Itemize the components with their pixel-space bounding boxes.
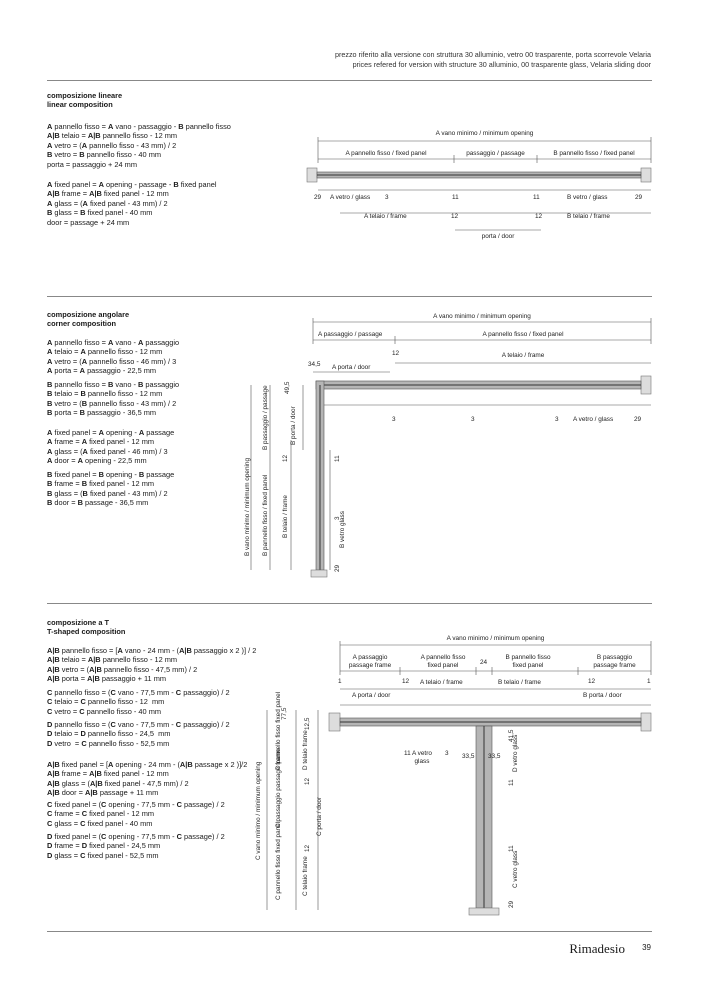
dim-value: 1 xyxy=(647,678,651,685)
formula-line: B frame = B fixed panel - 12 mm xyxy=(47,479,155,489)
dim-b-frame: B telaio / frame xyxy=(567,213,610,220)
dim-value: 11 xyxy=(533,194,540,201)
dim-a-opening: A vano minimo / minimum opening xyxy=(446,635,545,642)
dim-b-door: B porta / door xyxy=(583,692,622,699)
formula-line: C telaio = C pannello fisso - 12 mm xyxy=(47,697,165,707)
formula-block xyxy=(47,338,179,376)
dim-b-opening: B vano minimo / minimum opening xyxy=(244,457,251,556)
formula-block xyxy=(47,428,174,466)
formula-line: C pannello fisso = (C vano - 77,5 mm - C passaggio) / 2 xyxy=(47,688,230,697)
formula-line: B vetro = (B pannello fisso - 43 mm) / 2 xyxy=(47,398,177,408)
formula-line: door = passage + 24 mm xyxy=(47,217,130,227)
section-title-linear: composizione lineare linear composition xyxy=(47,91,123,109)
dim-c-door: C porta / door xyxy=(316,796,323,836)
price-note-it: prezzo riferito alla versione con struttura 30 alluminio, vetro 00 trasparente, porta scorrevole Velaria xyxy=(334,50,651,59)
formula-block xyxy=(47,760,247,798)
dim-a-glass: A vetro / glass xyxy=(573,416,614,423)
dim-value: 49,5 xyxy=(284,381,291,394)
formula-block xyxy=(47,470,174,508)
formula-line: A door = A opening - 22,5 mm xyxy=(47,456,147,466)
dim-a-door: A porta / door xyxy=(352,692,391,699)
formula-line: C fixed panel = (C opening - 77,5 mm - C passage) / 2 xyxy=(47,800,225,809)
formula-line: B door = B passage - 36,5 mm xyxy=(47,498,149,508)
dim-value: 12 xyxy=(535,213,543,220)
linear-profile xyxy=(307,168,651,182)
dim-b-passage: B passaggio / passage xyxy=(262,385,269,450)
formula-line: D fixed panel = (C opening - 77,5 mm - C passage) / 2 xyxy=(47,832,225,841)
dim-value: 29 xyxy=(508,900,515,908)
dim-value: 12 xyxy=(282,454,289,462)
tshape-profile xyxy=(329,713,651,915)
formula-line: A fixed panel = A opening - A passage xyxy=(47,428,175,437)
formula-line: D glass = C fixed panel - 52,5 mm xyxy=(47,850,159,860)
dim-value: 29 xyxy=(314,194,322,201)
formula-line: B porta = B passaggio - 36,5 mm xyxy=(47,408,157,418)
dim-a-frame: A telaio / frame xyxy=(501,352,545,359)
dim-value: 12 xyxy=(392,350,400,357)
formula-line: D vetro = C pannello fisso - 52,5 mm xyxy=(47,738,170,748)
formula-line: D pannello fisso = (C vano - 77,5 mm - C passaggio) / 2 xyxy=(47,720,230,729)
formula-line: A|B telaio = A|B pannello fisso - 12 mm xyxy=(47,131,178,141)
dim-value: 12 xyxy=(304,844,311,852)
formula-line: B vetro = B pannello fisso - 40 mm xyxy=(47,150,162,160)
formula-block xyxy=(47,720,230,748)
formula-line: A pannello fisso = A vano - passaggio - B pannello fisso xyxy=(47,122,231,131)
dim-a-opening: A vano minimo / minimum opening xyxy=(435,130,534,137)
dim-c-glass: C vetro glass xyxy=(512,850,519,888)
formula-line: B telaio = B pannello fisso - 12 mm xyxy=(47,389,163,399)
dim-value: 11 xyxy=(404,750,411,757)
page-number: 39 xyxy=(642,943,651,952)
dim-a-glass: A vetro / glass xyxy=(330,194,371,201)
dim-b-passage: B passaggio passage frame xyxy=(593,654,636,669)
dim-value: 33,5 xyxy=(462,753,475,760)
dim-value: 77,5 xyxy=(281,707,288,720)
dim-b-panel: B pannello fisso / fixed panel xyxy=(262,474,269,556)
dim-c-opening: C vano minimo / minimum opening xyxy=(255,761,262,860)
dim-b-panel: B pannello fisso / fixed panel xyxy=(553,150,635,157)
formula-line: D telaio = D pannello fisso - 24,5 mm xyxy=(47,729,171,739)
dim-door: porta / door xyxy=(481,233,515,240)
formula-line: A|B telaio = A|B pannello fisso - 12 mm xyxy=(47,655,178,665)
dim-a-door: A porta / door xyxy=(332,364,371,371)
formula-line: A|B glass = (A|B fixed panel - 47,5 mm) / 2 xyxy=(47,778,189,788)
formula-line: D frame = D fixed panel - 24,5 mm xyxy=(47,841,161,851)
dim-value: 1 xyxy=(338,678,342,685)
dim-d-panel: D pannello fisso fixed panel xyxy=(275,691,282,770)
dim-a-passage: A passaggio / passage xyxy=(318,331,383,338)
price-note-en: prices refered for version with structure 30 alluminio, 00 trasparente glass, Velaria sliding door xyxy=(352,60,651,69)
dim-b-frame: B telaio / frame xyxy=(498,679,541,686)
dim-d-frame: D telaio frame xyxy=(302,730,309,770)
dim-value: 34,5 xyxy=(308,361,321,368)
formula-line: A|B pannello fisso = [A vano - 24 mm - (A|B passaggio x 2 )] / 2 xyxy=(47,646,257,655)
formula-line: A glass = (A fixed panel - 43 mm) / 2 xyxy=(47,198,168,208)
dim-c-frame: C telaio frame xyxy=(302,856,309,896)
dim-d-glass: D vetro glass xyxy=(512,734,519,772)
dim-a-frame: A telaio / frame xyxy=(420,679,463,686)
formula-line: A|B frame = A|B fixed panel - 12 mm xyxy=(47,769,169,779)
formula-block xyxy=(47,832,225,860)
formula-line: A|B frame = A|B fixed panel - 12 mm xyxy=(47,189,169,199)
section-title-corner: composizione angolare corner composition xyxy=(47,310,130,328)
formula-block xyxy=(47,646,256,684)
formula-line: B fixed panel = B opening - B passage xyxy=(47,470,175,479)
divider xyxy=(47,296,652,297)
formula-line: C glass = C fixed panel - 40 mm xyxy=(47,818,153,828)
dim-a-panel: A pannello fisso / fixed panel xyxy=(482,331,564,338)
dim-a-opening: A vano minimo / minimum opening xyxy=(433,313,531,320)
divider xyxy=(47,931,652,932)
dim-value: 3 xyxy=(392,416,396,423)
dim-c-passage: C passaggio passage frame xyxy=(275,748,282,828)
dim-a-frame: A telaio / frame xyxy=(364,213,407,220)
dim-value: 3 xyxy=(445,750,449,757)
dim-value: 12 xyxy=(402,678,410,685)
formula-block xyxy=(47,380,179,418)
formula-line: A vetro = (A pannello fisso - 46 mm) / 3 xyxy=(47,356,177,366)
brand-logo: Rimadesio xyxy=(569,941,625,956)
dim-value: 3 xyxy=(385,194,389,201)
dim-a-panel: A pannello fisso / fixed panel xyxy=(345,150,427,157)
dim-value: 11 xyxy=(334,455,341,462)
formula-line: B glass = (B fixed panel - 43 mm) / 2 xyxy=(47,488,168,498)
dim-value: 33,5 xyxy=(488,753,501,760)
formula-line: A|B vetro = (A|B pannello fisso - 47,5 mm) / 2 xyxy=(47,664,198,674)
dim-value: 3 xyxy=(334,516,341,520)
dim-a-passage: A passaggio passage frame xyxy=(348,654,392,669)
dim-value: 29 xyxy=(334,564,341,572)
dim-value: 12 xyxy=(304,777,311,785)
formula-line: B pannello fisso = B vano - B passaggio xyxy=(47,380,180,389)
dim-b-panel: B pannello fisso fixed panel xyxy=(505,654,551,669)
dim-value: 24 xyxy=(480,659,488,666)
dim-b-frame: B telaio / frame xyxy=(282,495,289,538)
dim-value: 3 xyxy=(555,416,559,423)
dim-value: 11 xyxy=(452,194,459,201)
dim-b-glass: B vetro glass xyxy=(339,511,346,548)
formula-line: A pannello fisso = A vano - A passaggio xyxy=(47,338,180,347)
dim-value: 11 xyxy=(508,845,515,852)
divider xyxy=(47,603,652,604)
formula-block xyxy=(47,800,225,828)
dim-b-door: B porta / door xyxy=(290,406,297,445)
dim-value: 11 xyxy=(508,779,515,786)
formula-line: A telaio = A pannello fisso - 12 mm xyxy=(47,347,163,357)
formula-line: B glass = B fixed panel - 40 mm xyxy=(47,208,153,218)
formula-line: A fixed panel = A opening - passage - B fixed panel xyxy=(47,180,217,189)
dim-a-panel: A pannello fisso fixed panel xyxy=(420,654,466,669)
dim-value: 12 xyxy=(451,213,459,220)
dim-value: 29 xyxy=(634,416,642,423)
dim-passage: passaggio / passage xyxy=(466,150,525,157)
formula-line: A|B door = A|B passage + 11 mm xyxy=(47,788,159,798)
dim-value: 29 xyxy=(635,194,643,201)
section-title-tshape: composizione a T T-shaped composition xyxy=(47,618,126,636)
formula-block xyxy=(47,688,230,716)
formula-line: A vetro = (A pannello fisso - 43 mm) / 2 xyxy=(47,140,177,150)
formula-line: A glass = (A fixed panel - 46 mm) / 3 xyxy=(47,446,168,456)
formula-line: A|B porta = A|B passaggio + 11 mm xyxy=(47,674,167,684)
dim-b-glass: B vetro / glass xyxy=(567,194,608,201)
dim-value: 12,5 xyxy=(304,717,311,730)
formula-line: C frame = C fixed panel - 12 mm xyxy=(47,809,155,819)
formula-line: A frame = A fixed panel - 12 mm xyxy=(47,437,155,447)
dim-value: 3 xyxy=(471,416,475,423)
formula-line: porta = passaggio + 24 mm xyxy=(47,159,137,169)
dim-value: 12 xyxy=(588,678,596,685)
dim-a-glass: A vetro glass xyxy=(412,750,432,765)
formula-line: A|B fixed panel = [A opening - 24 mm - (A|B passage x 2 )]/2 xyxy=(47,760,248,769)
dim-value: 41,5 xyxy=(508,729,515,742)
corner-profile xyxy=(311,376,651,577)
formula-line: A porta = A passaggio - 22,5 mm xyxy=(47,366,157,376)
formula-line: C vetro = C pannello fisso - 40 mm xyxy=(47,706,162,716)
dim-c-panel: C pannello fisso fixed panel xyxy=(275,821,282,900)
